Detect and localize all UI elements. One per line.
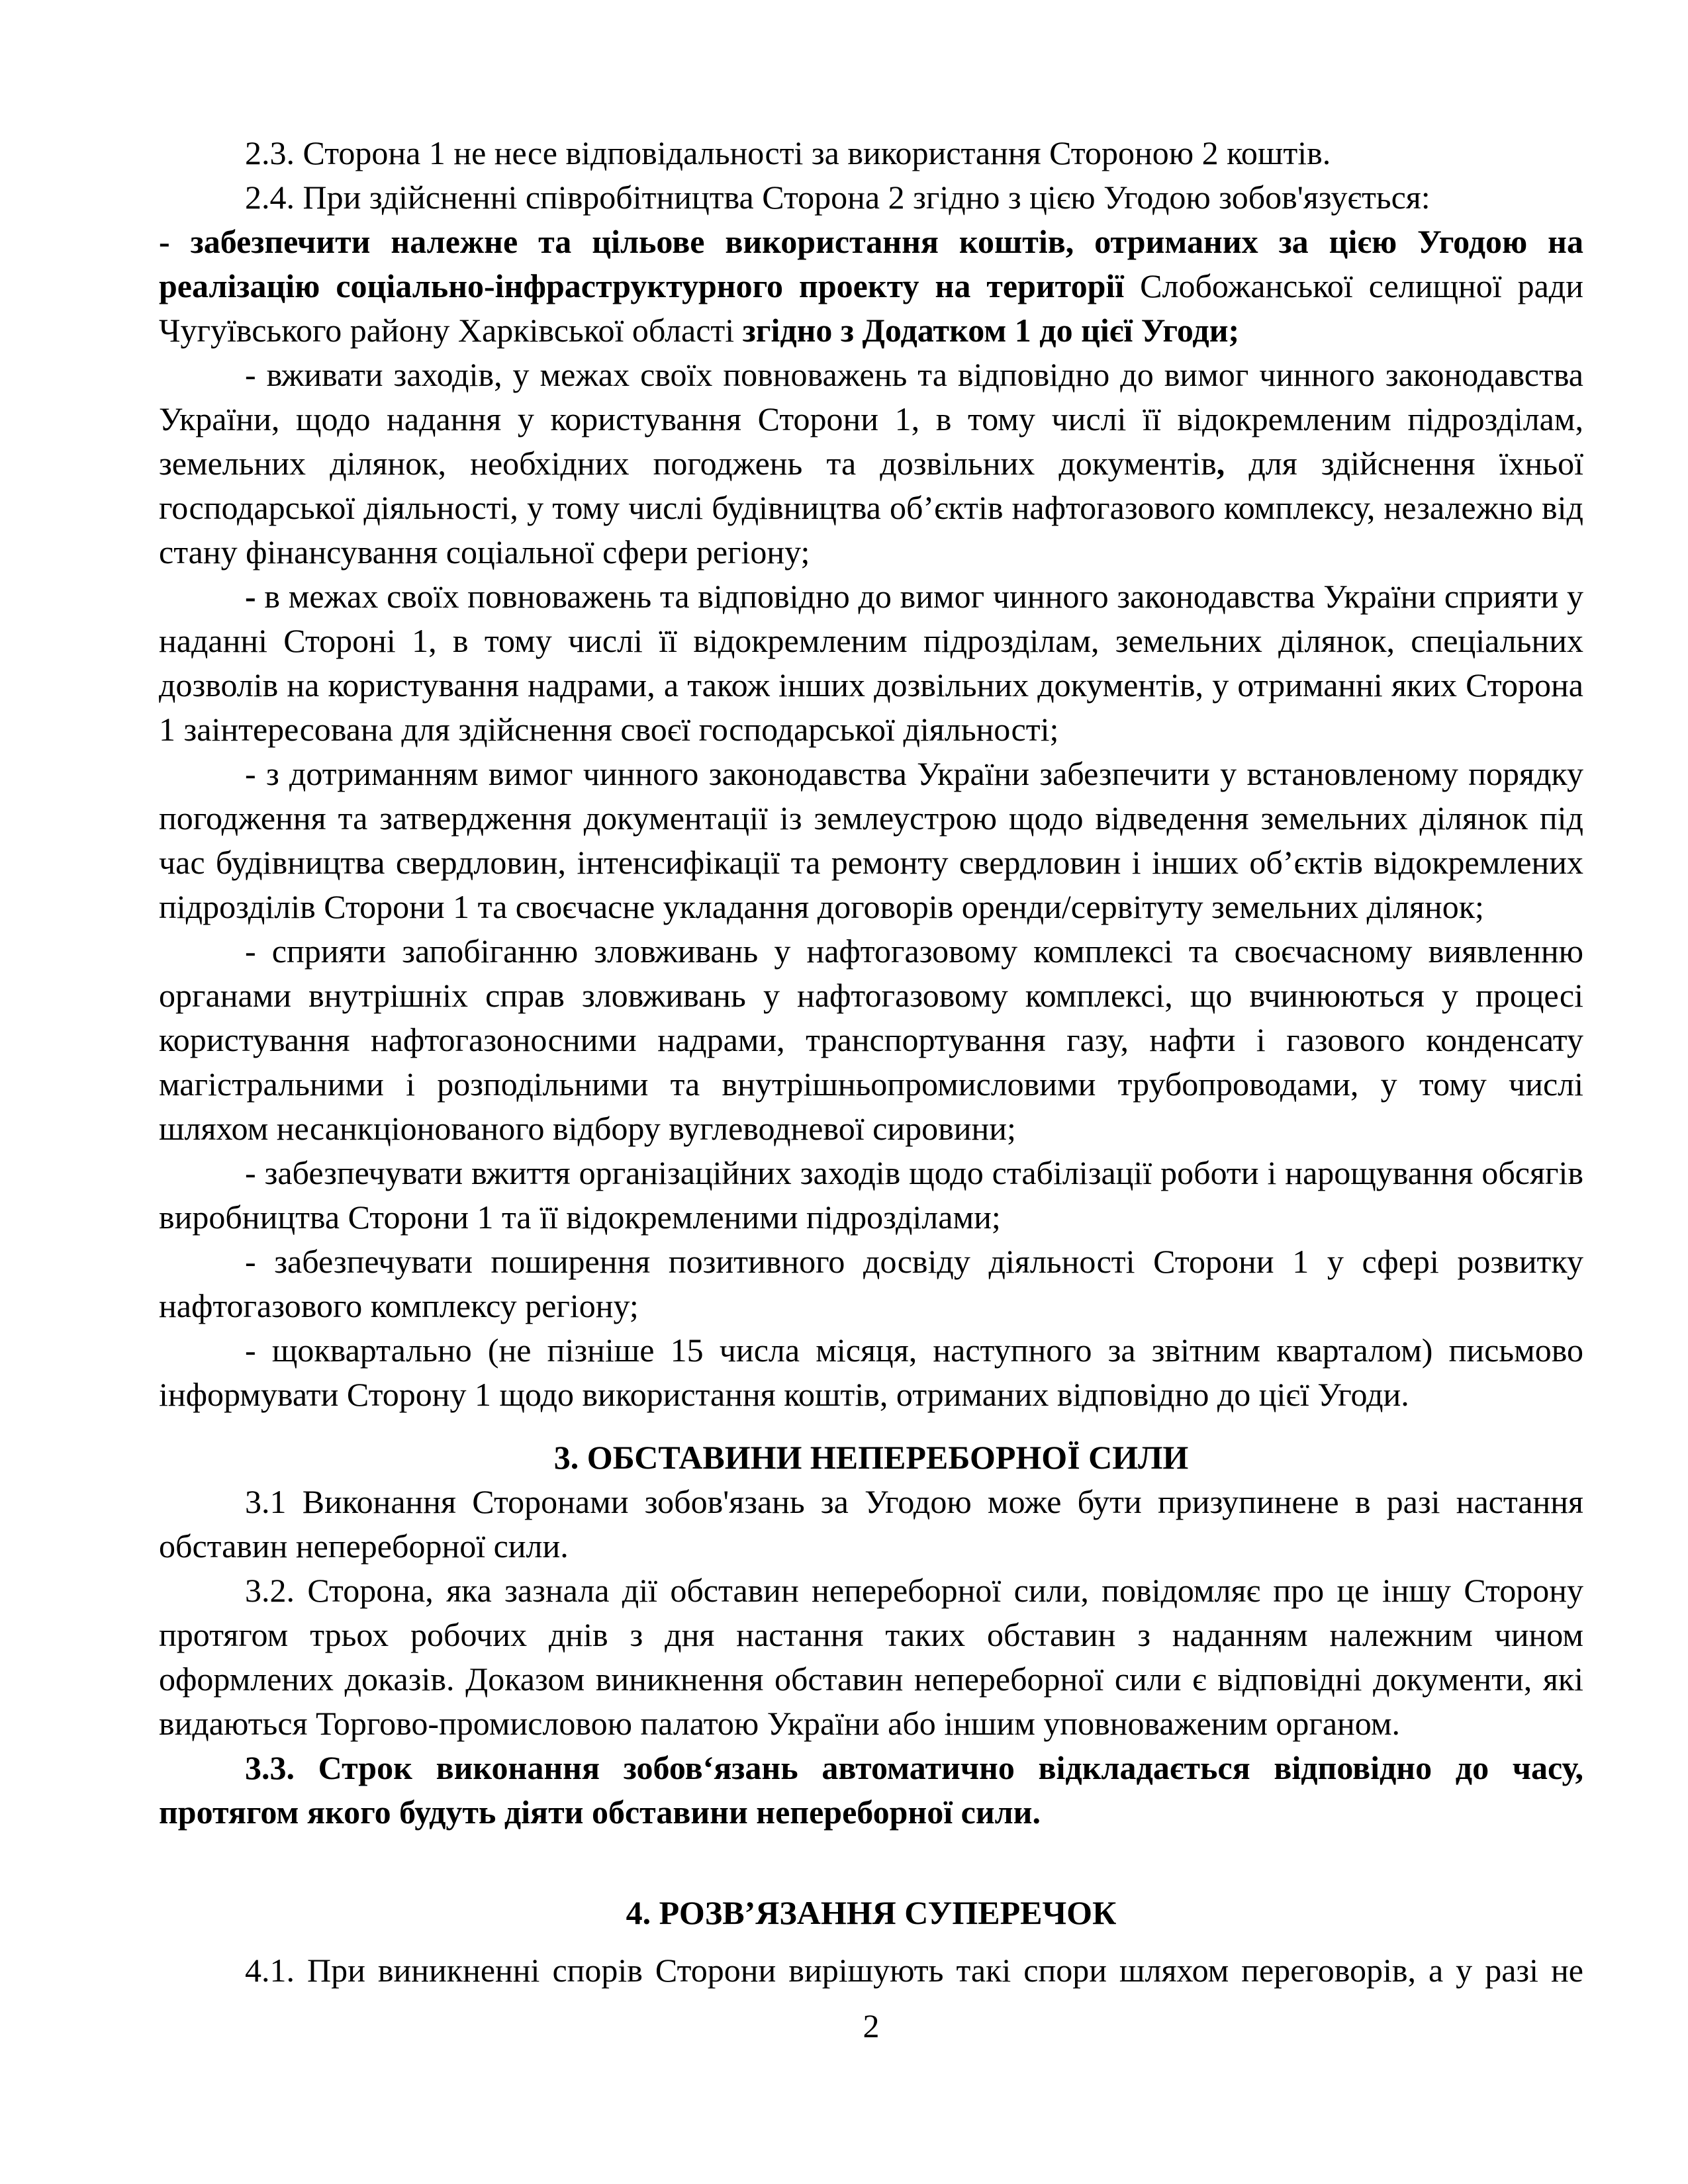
- paragraph-3-1: 3.1 Виконання Сторонами зобов'язань за Угодою може бути призупинене в разі настання обставин непереборної сили.: [159, 1483, 1583, 1565]
- section-4-heading: 4. РОЗВ’ЯЗАННЯ СУПЕРЕЧОК: [626, 1894, 1117, 1931]
- paragraph-2-3: 2.3. Сторона 1 не несе відповідальності за використання Стороною 2 коштів.: [245, 134, 1331, 171]
- section-3-heading: 3. ОБСТАВИНИ НЕПЕРЕБОРНОЇ СИЛИ: [553, 1439, 1189, 1476]
- bullet-quarterly-report: - щоквартально (не пізніше 15 числа місяця, наступного за звітним кварталом) письмово інформувати Сторону 1 щодо використання коштів, отриманих відповідно до цієї Угоди.: [159, 1332, 1583, 1413]
- paragraph-2-4: 2.4. При здійсненні співробітництва Сторона 2 згідно з цією Угодою зобов'язується:: [245, 179, 1430, 216]
- text-segment: в межах своїх повноважень та відповідно до вимог чинного законодавства України сприяти у наданні Стороні 1, в тому числі її відокремленим підрозділам, земельних ділянок, спеціальних дозволів на користування надрами, а також інших дозвільних документів, у отриманні яких Сторона 1 заінтересована для здійснення своєї господарської діяльності;: [159, 578, 1584, 748]
- page-number: 2: [863, 2007, 880, 2044]
- paragraph-3-2: 3.2. Сторона, яка зазнала дії обставин непереборної сили, повідомляє про це іншу Сторону протягом трьох робочих днів з дня настання таких обставин з наданням належним чином оформлених доказів. Доказом виникнення обставин непереборної сили є відповідні документи, які видаються Торгово-промисловою палатою України або іншим уповноваженим органом.: [159, 1572, 1583, 1742]
- text-segment-bold: -: [245, 578, 265, 615]
- paragraph-3-3: 3.3. Строк виконання зобовʻязань автоматично відкладається відповідно до часу, протягом якого будуть діяти обставини непереборної сили.: [159, 1749, 1583, 1831]
- paragraph-4-1: 4.1. При виникненні спорів Сторони вирішують такі спори шляхом переговорів, а у разі не: [245, 1952, 1583, 1989]
- text-segment-bold: ,: [1216, 445, 1225, 482]
- text-segment: для здійснення їхньої господарської діяльності, у тому числі будівництва об’єктів нафтогазового комплексу, незалежно від стану фінансування соціальної сфери регіону;: [159, 445, 1583, 570]
- bullet-positive-experience: - забезпечувати поширення позитивного досвіду діяльності Сторони 1 у сфері розвитку нафтогазового комплексу регіону;: [159, 1243, 1583, 1324]
- bullet-prevent-abuse: - сприяти запобіганню зловживань у нафтогазовому комплексі та своєчасному виявленню органами внутрішніх справ зловживань у нафтогазовому комплексі, що вчинюються у процесі користування нафтогазоносними надрами, транспортування газу, нафти і газового конденсату магістральними і розподільними та внутрішньопромисловими трубопроводами, у тому числі шляхом несанкціонованого відбору вуглеводневої сировини;: [159, 933, 1583, 1147]
- text-segment-bold: - забезпечити належне та цільове використання коштів, отриманих за цією Угодою на реалізацію соціально-інфраструктурного проекту на території: [159, 223, 1583, 304]
- text-segment: - вживати заходів, у межах своїх повноважень та відповідно до вимог чинного законодавства України, щодо надання у користування Сторони 1, в тому числі її відокремленим підрозділам, земельних ділянок, необхідних погоджень та дозвільних документів: [159, 356, 1583, 482]
- bullet-measures: [159, 353, 1583, 574]
- bullet-assist-granting: [159, 574, 1583, 752]
- text-segment: Слобожанської селищної ради Чугуївського району Харківської області: [159, 267, 1583, 349]
- page-content: [159, 131, 1583, 2048]
- text-segment-bold: згідно з Додатком 1 до цієї Угоди;: [742, 312, 1240, 349]
- bullet-targeted-use: [159, 220, 1583, 353]
- bullet-land-documentation: - з дотриманням вимог чинного законодавства України забезпечити у встановленому порядку погодження та затвердження документації із землеустрою щодо відведення земельних ділянок під час будівництва свердловин, інтенсифікації та ремонту свердловин і інших об’єктів відокремлених підрозділів Сторони 1 та своєчасне укладання договорів оренди/сервітуту земельних ділянок;: [159, 755, 1583, 925]
- bullet-stabilization: - забезпечувати вжиття організаційних заходів щодо стабілізації роботи і нарощування обсягів виробництва Сторони 1 та її відокремленими підрозділами;: [159, 1154, 1583, 1236]
